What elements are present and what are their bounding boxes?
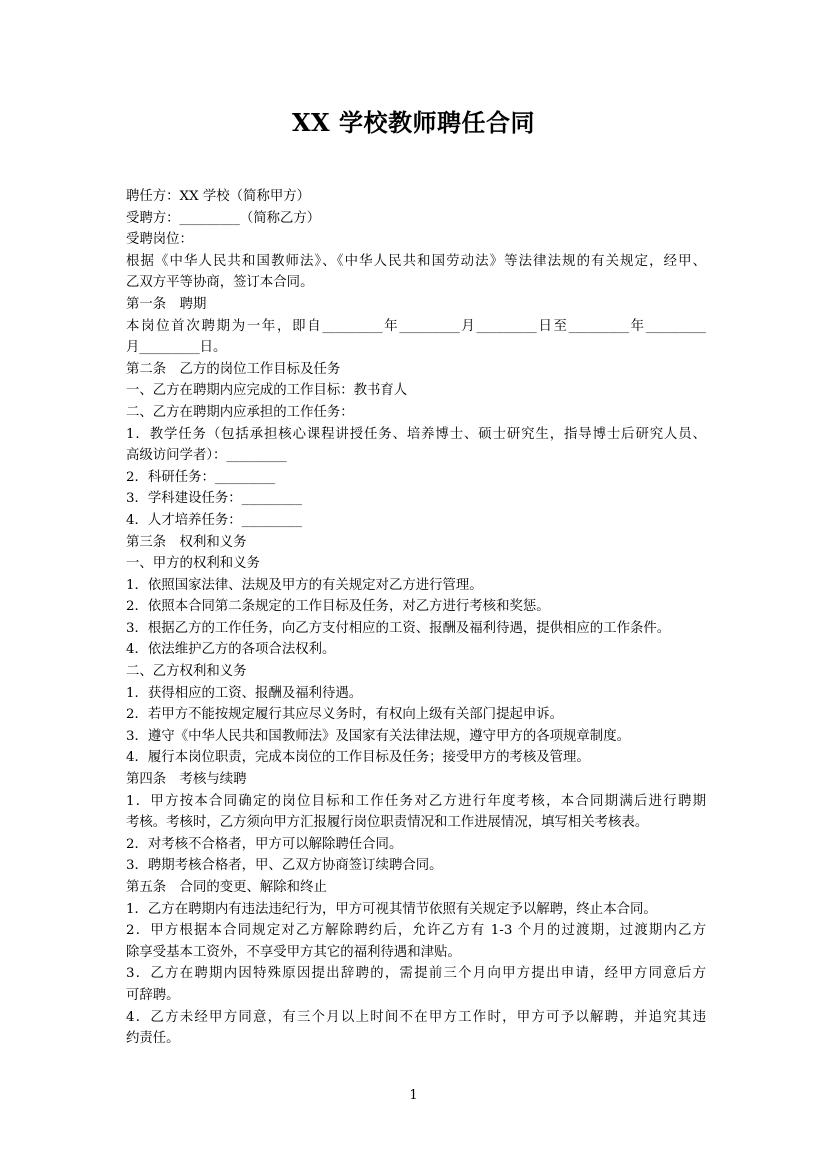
text-line: 一、甲方的权利和义务 bbox=[126, 556, 260, 572]
text-line: 一、乙方在聘期内应完成的工作目标：教书育人 bbox=[126, 383, 408, 399]
text-line: 3．聘期考核合格者，甲、乙双方协商签订续聘合同。 bbox=[126, 858, 443, 874]
text-line: 根据《中华人民共和国教师法》、《中华人民共和国劳动法》等法律法规的有关规定，经甲、 bbox=[126, 253, 706, 269]
text-line: 二、乙方在聘期内应承担的工作任务： bbox=[126, 404, 354, 420]
text-line: 2．若甲方不能按规定履行其应尽义务时，有权向上级有关部门提起申诉。 bbox=[126, 707, 564, 723]
text-line: 2．甲方根据本合同规定对乙方解除聘约后，允许乙方有 1-3 个月的过渡期，过渡期内乙方 bbox=[126, 923, 706, 939]
text-line: 受聘方：_________（简称乙方） bbox=[126, 210, 321, 226]
text-line: 聘任方：XX 学校（简称甲方） bbox=[126, 189, 311, 204]
text-line: 1．教学任务（包括承担核心课程讲授任务、培养博士、硕士研究生，指导博士后研究人员、 bbox=[126, 426, 706, 442]
text-line: 2．科研任务：_________ bbox=[126, 469, 276, 485]
text-line: 月_________日。 bbox=[126, 340, 227, 356]
text-line: 考核。考核时，乙方须向甲方汇报履行岗位职责情况和工作进展情况，填写相关考核表。 bbox=[126, 815, 649, 831]
text-line: 1．甲方按本合同确定的岗位目标和工作任务对乙方进行年度考核，本合同期满后进行聘期 bbox=[126, 793, 706, 809]
text-line: 4．人才培养任务：_________ bbox=[126, 512, 302, 528]
text-line: 第二条 乙方的岗位工作目标及任务 bbox=[126, 361, 341, 377]
text-line: 第四条 考核与续聘 bbox=[126, 772, 247, 788]
text-line: 二、乙方权利和义务 bbox=[126, 664, 247, 680]
text-line: 本岗位首次聘期为一年，即自_________年_________月_________日至_________年_________ bbox=[126, 318, 706, 334]
text-line: 乙双方平等协商，签订本合同。 bbox=[126, 275, 314, 291]
text-line: 4．依法维护乙方的各项合法权利。 bbox=[126, 642, 336, 658]
text-line: 除享受基本工资外，不享受甲方其它的福利待遇和津贴。 bbox=[126, 944, 461, 960]
text-line: 3．根据乙方的工作任务，向乙方支付相应的工资、报酬及福利待遇，提供相应的工作条件。 bbox=[126, 620, 671, 636]
text-line: 1．依照国家法律、法规及甲方的有关规定对乙方进行管理。 bbox=[126, 577, 483, 593]
text-line: 2．依照本合同第二条规定的工作目标及任务，对乙方进行考核和奖惩。 bbox=[126, 599, 550, 615]
text-line: 约责任。 bbox=[126, 1031, 180, 1047]
text-line: 2．对考核不合格者，甲方可以解除聘任合同。 bbox=[126, 836, 403, 852]
text-line: 1．乙方在聘期内有违法违纪行为，甲方可视其情节依照有关规定予以解聘，终止本合同。 bbox=[126, 901, 657, 917]
document-title: XX 学校教师聘任合同 bbox=[291, 108, 536, 137]
text-line: 第三条 权利和义务 bbox=[126, 534, 247, 550]
text-line: 可辞聘。 bbox=[126, 987, 180, 1003]
text-line: 高级访问学者）：_________ bbox=[126, 448, 287, 464]
text-line: 受聘岗位： bbox=[126, 232, 193, 248]
text-line: 3．遵守《中华人民共和国教师法》及国家有关法律法规，遵守甲方的各项规章制度。 bbox=[126, 728, 630, 744]
text-line: 3．乙方在聘期内因特殊原因提出辞聘的，需提前三个月向甲方提出申请，经甲方同意后方 bbox=[126, 966, 706, 982]
text-line: 4．履行本岗位职责，完成本岗位的工作目标及任务；接受甲方的考核及管理。 bbox=[126, 750, 590, 766]
text-line: 3．学科建设任务：_________ bbox=[126, 491, 302, 507]
page-number: 1 bbox=[409, 1088, 418, 1103]
text-line: 1．获得相应的工资、报酬及福利待遇。 bbox=[126, 685, 363, 701]
text-line: 4．乙方未经甲方同意，有三个月以上时间不在甲方工作时，甲方可予以解聘，并追究其违 bbox=[126, 1009, 706, 1025]
text-line: 第一条 聘期 bbox=[126, 296, 207, 312]
document-body bbox=[126, 186, 706, 1050]
text-line: 第五条 合同的变更、解除和终止 bbox=[126, 880, 327, 895]
